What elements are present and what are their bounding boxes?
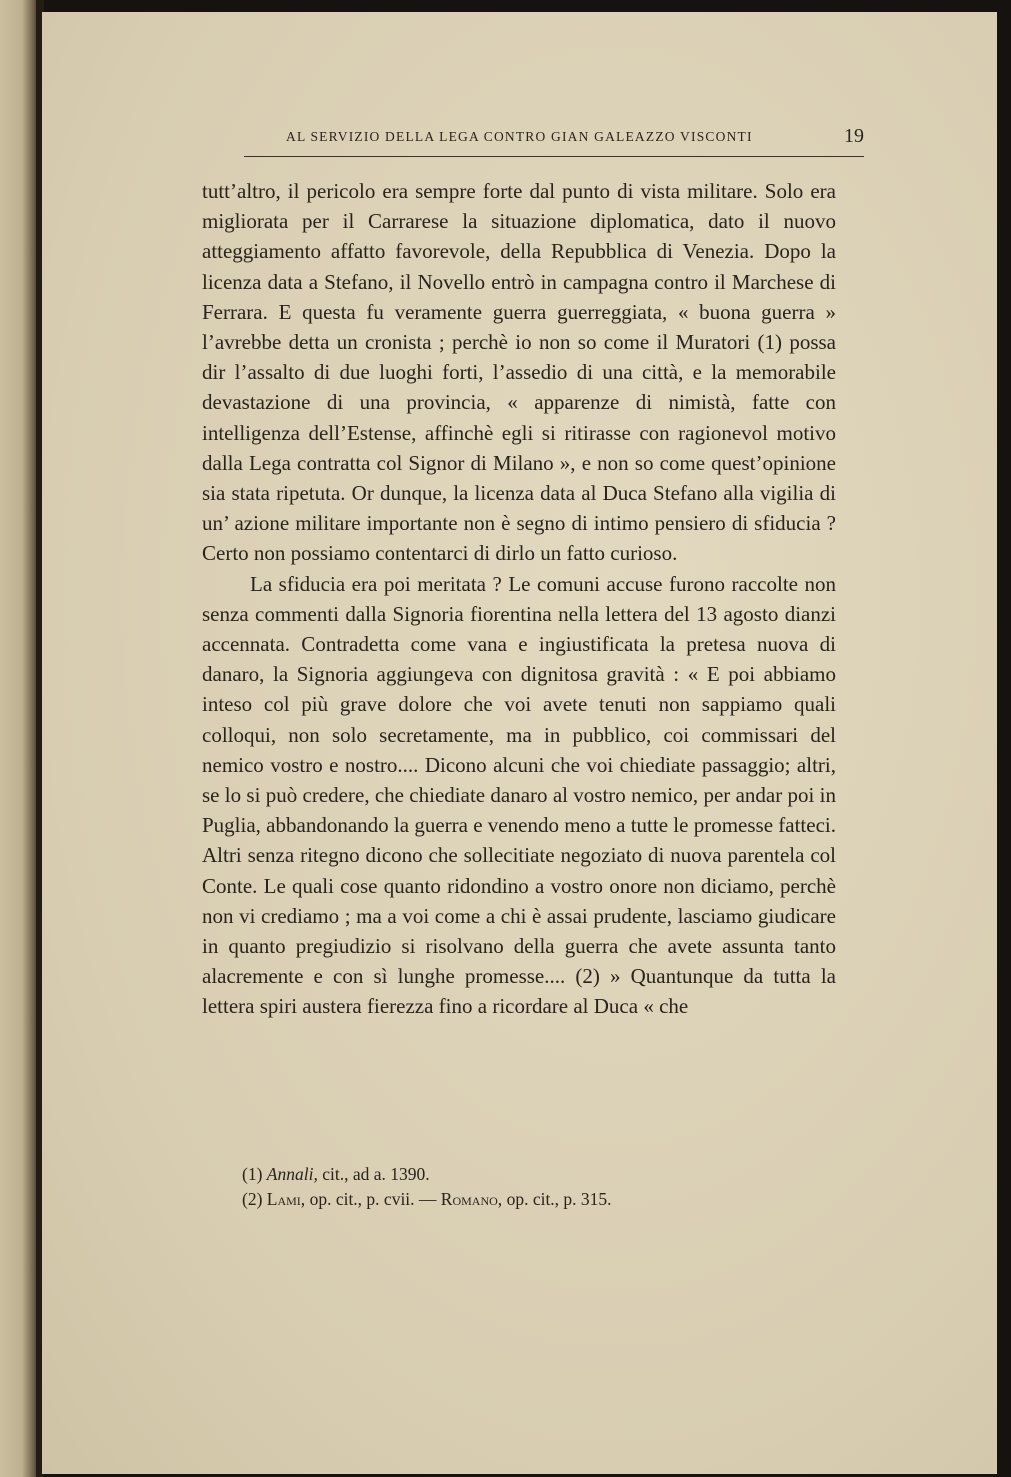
body-text	[202, 176, 836, 1022]
footnote-2-author-2: Romano,	[440, 1189, 503, 1209]
running-title: AL SERVIZIO DELLA LEGA CONTRO GIAN GALEAZZO VISCONTI	[286, 129, 753, 144]
footnote-2	[242, 1187, 862, 1212]
paragraph-1: tutt’altro, il pericolo era sempre forte dal punto di vista militare. Solo era migliorata per il Carrarese la situazione diplomatica, dato il nuovo atteggiamento affatto favorevole, della Repubblica di Venezia. Dopo la licenza data a Stefano, il Novello entrò in campagna contro il Marchese di Ferrara. E questa fu veramente guerra guerreggiata, « buona guerra » l’avrebbe detta un cronista ; perchè io non so come il Muratori (1) possa dir l’assalto di due luoghi forti, l’assedio di una città, e la memorabile devastazione di una provincia, « apparenze di nimistà, fatte con intelligenza dell’Estense, affinchè egli si ritirasse con ragionevol motivo dalla Lega contratta col Signor di Milano », e non so come quest’opinione sia stata ripetuta. Or dunque, la licenza data al Duca Stefano alla vigilia di un’ azione militare importante non è segno di intimo pensiero di sfiducia ? Certo non possiamo contentarci di dirlo un fatto curioso.	[202, 179, 836, 566]
paragraph-2: La sfiducia era poi meritata ? Le comuni accuse furono raccolte non senza commenti dalla Signoria fiorentina nella lettera del 13 agosto dianzi accennata. Contradetta come vana e ingiustificata la pretesa nuova di danaro, la Signoria aggiungeva con dignitosa gravità : « E poi abbiamo inteso col più grave dolore che voi avete tenuti non sappiamo quali colloqui, non solo secretamente, ma in pubblico, coi commissari del nemico vostro e nostro.... Dicono alcuni che voi chiediate passaggio; altri, se lo si può credere, che chiediate danaro al vostro nemico, per andar poi in Puglia, abbandonando la guerra e venendo meno a tutte le promesse fatteci. Altri senza ritegno dicono che sollecitiate negoziato di nuova parentela col Conte. Le quali cose quanto ridondino a vostro onore non diciamo, perchè non vi crediamo ; ma a voi come a chi è assai prudente, lasciamo giudicare in quanto pregiudizio si risolvano della guerra che avete assunta tanto alacremente e con sì lunghe promesse.... (2) » Quantunque da tutta la lettera spiri austera fierezza fino a ricordare al Duca « che	[202, 571, 836, 1019]
footnotes	[242, 1162, 862, 1212]
footnote-1-mark: (1)	[242, 1164, 263, 1184]
header-rule	[244, 156, 864, 157]
book-page	[42, 12, 997, 1474]
footnote-2-text-2: op. cit., p. 315.	[506, 1189, 612, 1209]
footnote-2-text-1: op. cit., p. cvii. —	[309, 1189, 437, 1209]
footnote-1-text: cit., ad a. 1390.	[322, 1164, 430, 1184]
facing-page-edge	[0, 0, 40, 1477]
page-number: 19	[844, 125, 864, 147]
footnote-2-mark: (2)	[242, 1189, 263, 1209]
footnote-1	[242, 1162, 862, 1187]
footnote-2-author-1: Lami,	[266, 1189, 306, 1209]
footnote-1-title: Annali,	[266, 1164, 318, 1184]
